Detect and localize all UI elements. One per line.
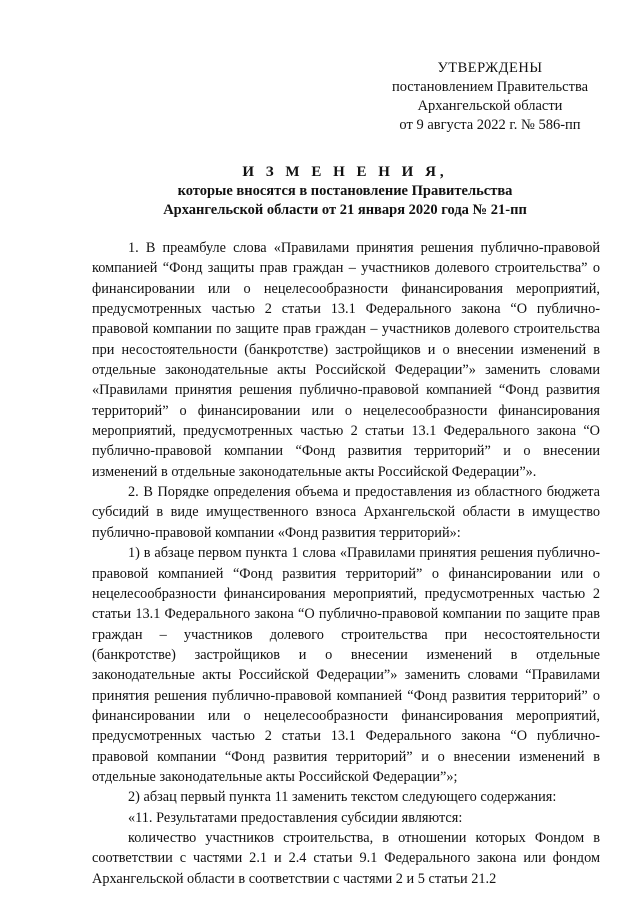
paragraph-5: «11. Результатами предоставления субсидии являются: (128, 809, 463, 826)
document-subtitle-1: которые вносятся в постановление Правительства (177, 183, 513, 199)
paragraph-3: 1) в абзаце первом пункта 1 слова «Правилами принятия решения публично-правовой компанией “Фонд развития территорий” о финансировании или о нецелесообразности финансирования мероприятий, предусмотренных частью 2 статьи 13.1 Федерального закона “О публично-правовой компании по защите прав граждан – участников долевого строительства при несостоятельности (банкротстве) застройщиков и о внесении изменений в отдельные законодательные акты Российской Федерации”» заменить словами “Правилами принятия решения публично-правовой компанией “Фонд развития территорий” о финансировании или о нецелесообразности финансирования мероприятий, предусмотренных частью 2 статьи 13.1 Федерального закона “О публично-правовой компании “Фонд развития территорий” и о внесении изменений в отдельные законодательные акты Российской Федерации”»; (92, 545, 600, 785)
document-heading (90, 163, 600, 220)
paragraph-2: 2. В Порядке определения объема и предоставления из областного бюджета субсидий в виде имущественного взноса Архангельской области в имущество публично-правовой компании «Фонд развития территорий»: (92, 484, 600, 541)
approval-line-1: постановлением Правительства (391, 79, 589, 95)
approval-title: УТВЕРЖДЕНЫ (437, 60, 543, 76)
document-subtitle-2: Архангельской области от 21 января 2020 года № 21-пп (163, 202, 527, 218)
paragraph-6: количество участников строительства, в отношении которых Фондом в соответствии с частями 2.1 и 2.4 статьи 9.1 Федерального закона или фондом Архангельской области в соответствии с частями 2 и 5 статьи 21.2 (92, 829, 600, 887)
approval-stamp (380, 59, 600, 135)
document-title: И З М Е Н Е Н И Я, (242, 164, 448, 180)
document-body (92, 238, 600, 889)
paragraph-1: 1. В преамбуле слова «Правилами принятия решения публично-правовой компанией “Фонд защиты прав граждан – участников долевого строительства” о финансировании или о нецелесообразности финансирования мероприятий, предусмотренных частью 2 статьи 13.1 Федерального закона “О публично-правовой компании по защите прав граждан – участников долевого строительства при несостоятельности (банкротстве) застройщиков и о внесении изменений в отдельные законодательные акты Российской Федерации”» заменить словами «Правилами принятия решения публично-правовой компанией “Фонд развития территорий” о финансировании или о нецелесообразности финансирования мероприятий, предусмотренных частью 2 статьи 13.1 Федерального закона “О публично-правовой компании “Фонд развития территорий” и о внесении изменений в отдельные законодательные акты Российской Федерации”». (92, 240, 600, 480)
paragraph-4: 2) абзац первый пункта 11 заменить текстом следующего содержания: (128, 789, 557, 806)
approval-line-3: от 9 августа 2022 г. № 586-пп (399, 117, 581, 133)
approval-line-2: Архангельской области (417, 98, 563, 114)
